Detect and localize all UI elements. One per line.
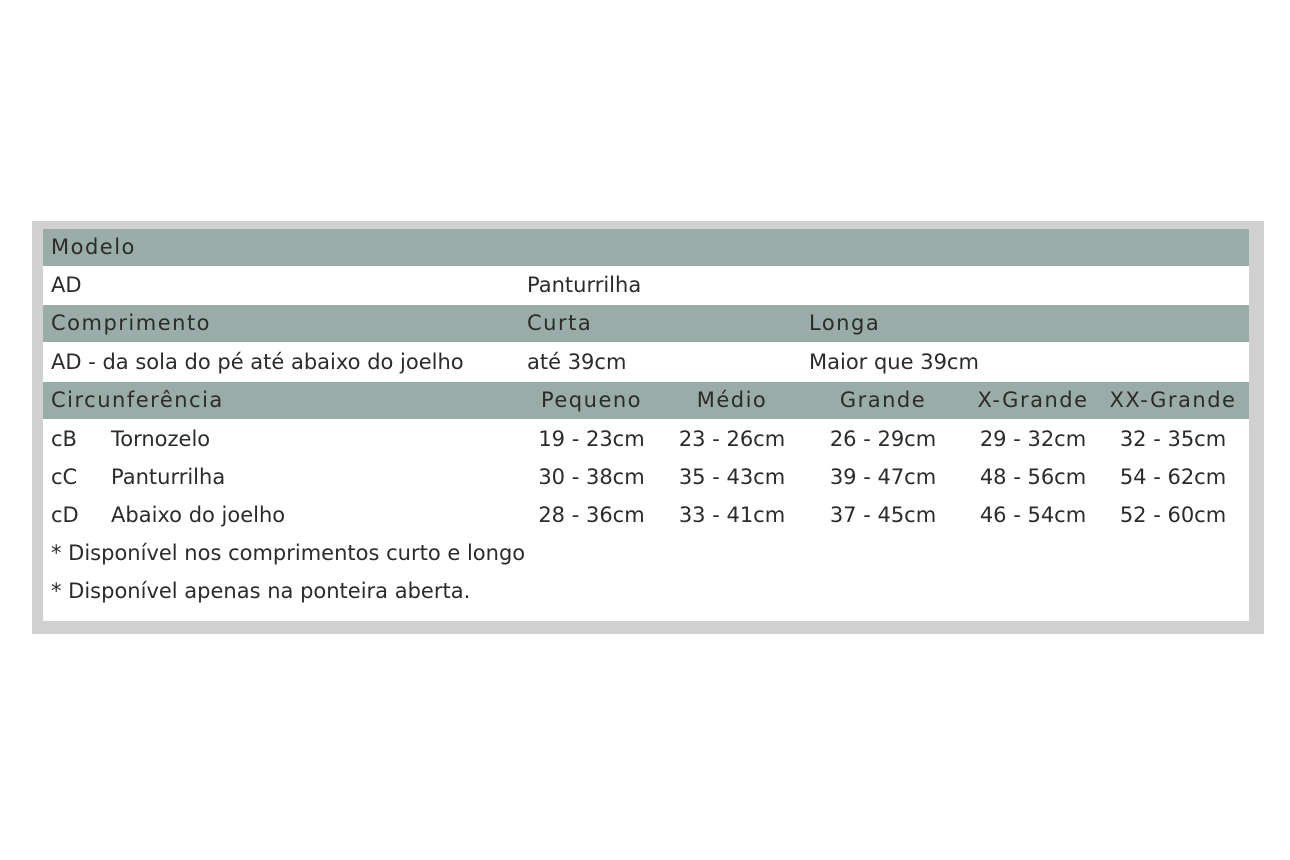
circ-value: 29 - 32cm [979, 427, 1087, 451]
circ-code: cC [51, 465, 78, 489]
circ-value: 35 - 43cm [678, 465, 786, 489]
circ-row-cd [43, 496, 1249, 534]
circ-row-cb [43, 420, 1249, 458]
circ-value: 52 - 60cm [1119, 503, 1227, 527]
modelo-header: Modelo [51, 235, 136, 259]
size-table-frame [32, 221, 1264, 634]
circ-value: 33 - 41cm [678, 503, 786, 527]
size-table [43, 229, 1249, 621]
comprimento-header: Comprimento [51, 311, 212, 335]
circ-name: Panturrilha [111, 465, 226, 489]
note-text: * Disponível apenas na ponteira aberta. [51, 579, 471, 603]
circ-name: Abaixo do joelho [111, 503, 286, 527]
comprimento-long-value: Maior que 39cm [809, 350, 979, 374]
circunferencia-header: Circunferência [51, 388, 224, 412]
comprimento-short-value: até 39cm [527, 350, 627, 374]
size-header-pequeno: Pequeno [540, 388, 643, 412]
circ-value: 28 - 36cm [538, 503, 645, 527]
circunferencia-header-row [43, 382, 1249, 419]
modelo-name: Panturrilha [527, 273, 642, 297]
note-text: * Disponível nos comprimentos curto e longo [51, 541, 526, 565]
circ-value: 19 - 23cm [538, 427, 645, 451]
circ-value: 46 - 54cm [979, 503, 1087, 527]
size-header-grande: Grande [839, 388, 927, 412]
size-header-xx-grande: XX-Grande [1109, 388, 1237, 412]
modelo-code: AD [51, 273, 82, 297]
comprimento-short-header: Curta [527, 311, 593, 335]
circ-name: Tornozelo [111, 427, 211, 451]
circ-value: 32 - 35cm [1119, 427, 1227, 451]
circ-row-cc [43, 458, 1249, 496]
modelo-header-row [43, 229, 1249, 266]
circ-value: 23 - 26cm [678, 427, 786, 451]
circ-value: 39 - 47cm [829, 465, 937, 489]
size-header-medio: Médio [696, 388, 768, 412]
circ-value: 26 - 29cm [829, 427, 937, 451]
circ-value: 54 - 62cm [1119, 465, 1227, 489]
circ-value: 30 - 38cm [538, 465, 645, 489]
circ-value: 37 - 45cm [829, 503, 937, 527]
comprimento-desc: AD - da sola do pé até abaixo do joelho [51, 350, 464, 374]
comprimento-header-row [43, 305, 1249, 342]
circ-code: cD [51, 503, 79, 527]
size-header-x-grande: X-Grande [977, 388, 1089, 412]
modelo-row [43, 266, 1249, 304]
note-row [43, 534, 1249, 572]
circ-code: cB [51, 427, 77, 451]
note-row [43, 572, 1249, 610]
comprimento-row [43, 343, 1249, 381]
comprimento-long-header: Longa [809, 311, 881, 335]
circ-value: 48 - 56cm [979, 465, 1087, 489]
